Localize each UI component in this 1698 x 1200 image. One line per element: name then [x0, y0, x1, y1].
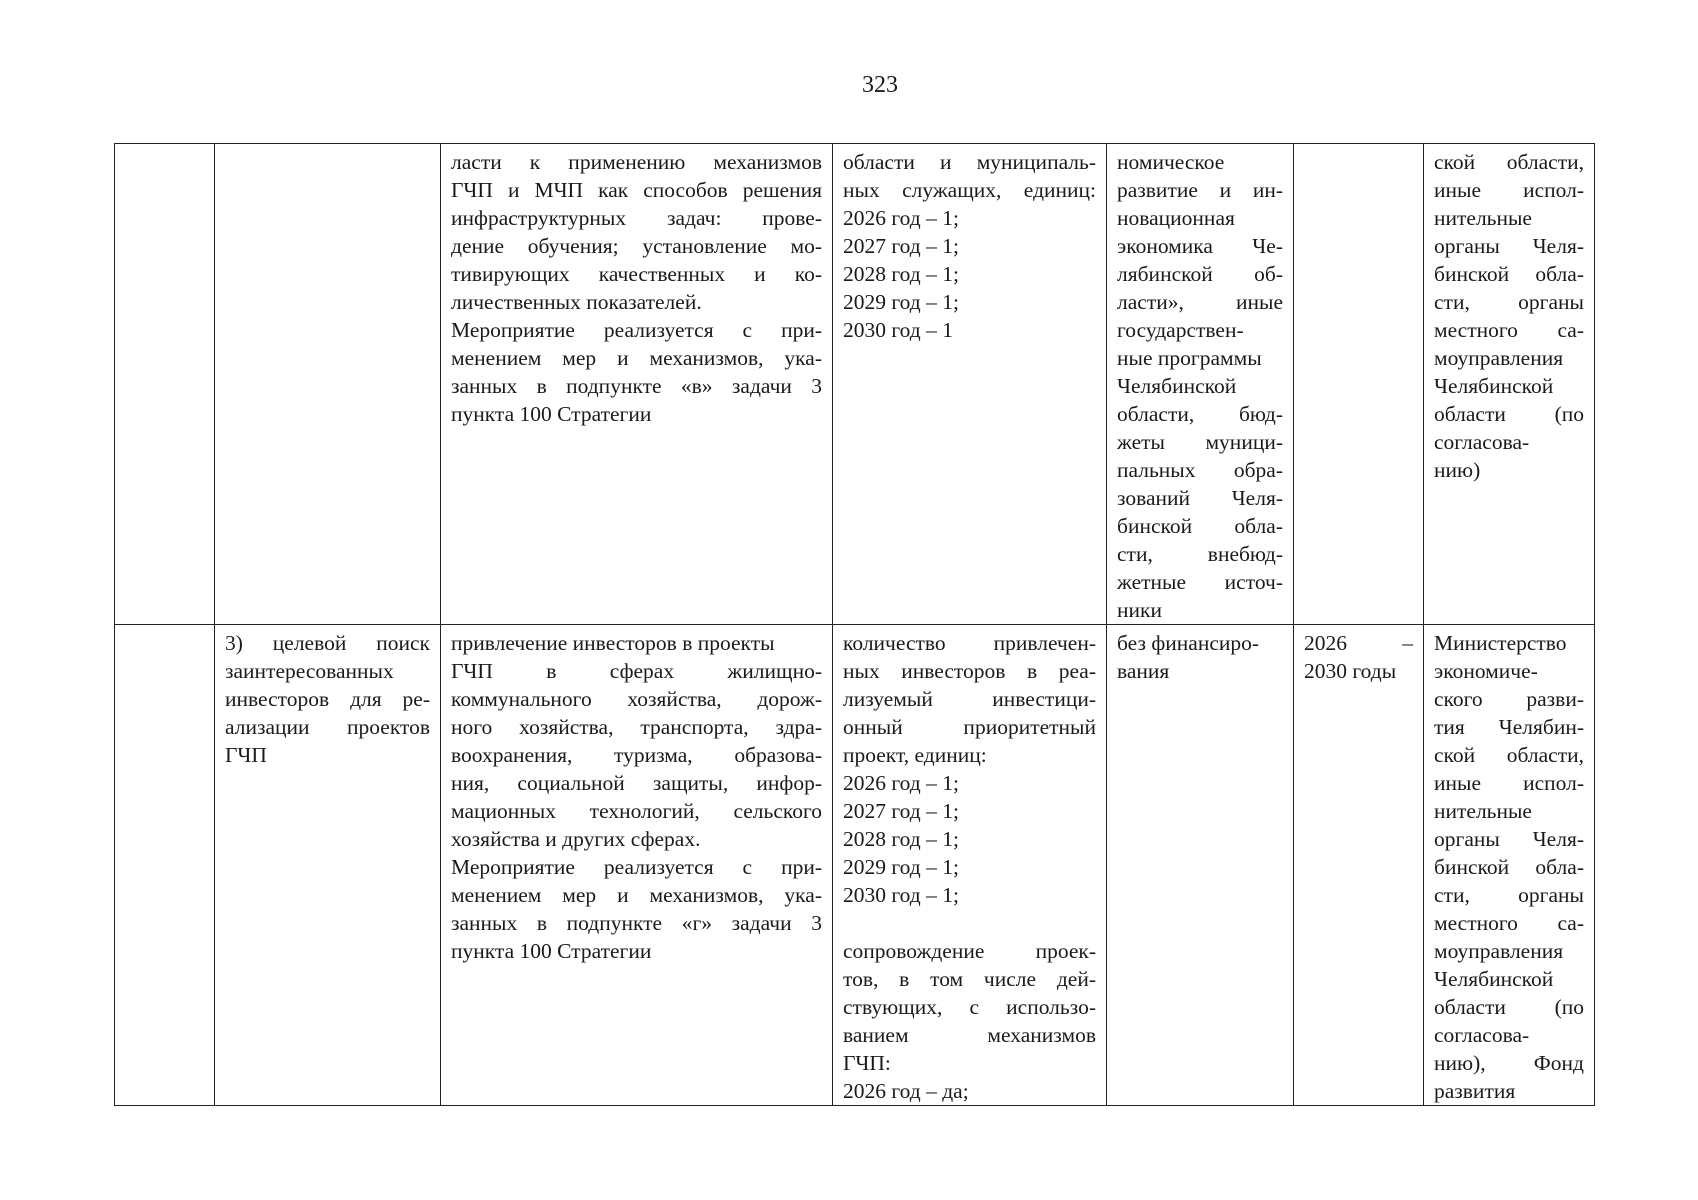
cell-text-line: Мероприятие реализуется с при- [451, 855, 822, 879]
cell-text-line: 2030 годы [1304, 659, 1397, 683]
cell-text-line: менением мер и механизмов, ука- [451, 346, 822, 370]
cell-text-line: инвесторов для ре- [225, 687, 430, 711]
cell-text-line: Мероприятие реализуется с при- [451, 318, 822, 342]
cell-text-line: 2030 год – 1; [843, 883, 959, 907]
cell-text-line: тивирующих качественных и ко- [451, 262, 822, 286]
cell-text-line: моуправления [1434, 346, 1564, 370]
table-row [115, 625, 1595, 1106]
cell-text-line: 2029 год – 1; [843, 290, 959, 314]
cell-text-line: нию) [1434, 458, 1481, 482]
cell-text-line: ники [1117, 598, 1162, 622]
cell-text-line: нительные [1434, 799, 1532, 823]
cell-text-line: мационных технологий, сельского [451, 799, 822, 823]
cell-text-line: жетные источ- [1117, 570, 1283, 594]
cell-text-line: вания [1117, 659, 1170, 683]
cell-responsible [1424, 144, 1595, 625]
cell-text-line: органы Челя- [1434, 234, 1584, 258]
cell-text-line: 2028 год – 1; [843, 827, 959, 851]
page-number: 323 [862, 72, 898, 98]
cell-text-line: ных служащих, единиц: [843, 178, 1096, 202]
cell-measure [441, 144, 833, 625]
cell-indicator [833, 625, 1107, 1106]
cell-text-line: ные программы [1117, 346, 1262, 370]
cell-text-line: государствен- [1117, 318, 1244, 342]
cell-text-line: менением мер и механизмов, ука- [451, 883, 822, 907]
cell-text-line: Челябинской [1434, 374, 1554, 398]
cell-text-line: бинской обла- [1434, 855, 1584, 879]
cell-text-line: личественных показателей. [451, 290, 702, 314]
cell-text-line: ласти», иные [1117, 290, 1283, 314]
cell-text-line: 2026 год – 1; [843, 771, 959, 795]
cell-text-line: ализации проектов [225, 715, 430, 739]
cell-text-line: ствующих, с использо- [843, 995, 1096, 1019]
cell-text-line: ного хозяйства, транспорта, здра- [451, 715, 822, 739]
cell-text-line: сопровождение проек- [843, 939, 1096, 963]
cell-text-line: местного са- [1434, 318, 1584, 342]
cell-responsible [1424, 625, 1595, 1106]
cell-text-line: местного са- [1434, 911, 1584, 935]
cell-text-line: сти, органы [1434, 290, 1584, 314]
cell-text-line: инфраструктурных задач: прове- [451, 206, 822, 230]
cell-text-line: дение обучения; установление мо- [451, 234, 822, 258]
cell-text-line: пункта 100 Стратегии [451, 402, 652, 426]
cell-text-line: 2026 год – 1; [843, 206, 959, 230]
cell-number [115, 144, 215, 625]
cell-text-line: экономика Че- [1117, 234, 1283, 258]
cell-text-line: 2029 год – 1; [843, 855, 959, 879]
cell-text-line: сти, органы [1434, 883, 1584, 907]
cell-text-line: ГЧП и МЧП как способов решения [451, 178, 822, 202]
cell-task [215, 625, 441, 1106]
cell-text-line: заинтересованных [225, 659, 394, 683]
cell-text-line: бинской обла- [1117, 514, 1283, 538]
cell-text-line: ской области, [1434, 150, 1584, 174]
cell-text-line: ГЧП [225, 743, 267, 767]
cell-text-line: 2030 год – 1 [843, 318, 953, 342]
cell-text-line: 2027 год – 1; [843, 234, 959, 258]
cell-text-line: органы Челя- [1434, 827, 1584, 851]
cell-text-line: моуправления [1434, 939, 1564, 963]
cell-text-line: занных в подпункте «в» задачи 3 [451, 374, 822, 398]
cell-text-line: области, бюд- [1117, 402, 1283, 426]
cell-text-line: 2027 год – 1; [843, 799, 959, 823]
cell-text-line: ния, социальной защиты, инфор- [451, 771, 822, 795]
cell-text-line: 2026 год – да; [843, 1079, 969, 1103]
table-row [115, 144, 1595, 625]
cell-text-line: области и муниципаль- [843, 150, 1096, 174]
cell-text-line: ных инвесторов в реа- [843, 659, 1096, 683]
cell-text-line: иные испол- [1434, 771, 1584, 795]
cell-text-line: ГЧП в сферах жилищно- [451, 659, 822, 683]
cell-text-line: области (по [1434, 995, 1584, 1019]
cell-text-line: бинской обла- [1434, 262, 1584, 286]
cell-text-line: нию), Фонд [1434, 1051, 1584, 1075]
cell-text-line: согласова- [1434, 1023, 1530, 1047]
cell-text-line: проект, единиц: [843, 743, 987, 767]
cell-text-line: ской области, [1434, 743, 1584, 767]
cell-text-line: номическое [1117, 150, 1225, 174]
cell-text-line: онный приоритетный [843, 715, 1096, 739]
cell-text-line: 2028 год – 1; [843, 262, 959, 286]
cell-text-line: зований Челя- [1117, 486, 1283, 510]
cell-text-line: ГЧП: [843, 1051, 891, 1075]
cell-financing [1107, 625, 1294, 1106]
cell-text-line: занных в подпункте «г» задачи 3 [451, 911, 822, 935]
cell-text-line: ванием механизмов [843, 1023, 1096, 1047]
cell-text-line: развитие и ин- [1117, 178, 1283, 202]
cell-task [215, 144, 441, 625]
cell-text-line: пальных обра- [1117, 458, 1283, 482]
cell-text-line: лябинской об- [1117, 262, 1283, 286]
cell-text-line [843, 909, 1096, 937]
cell-text-line: согласова- [1434, 430, 1530, 454]
cell-text-line: области (по [1434, 402, 1584, 426]
cell-text-line: пункта 100 Стратегии [451, 939, 652, 963]
cell-text-line: ского разви- [1434, 687, 1584, 711]
cell-text-line: ласти к применению механизмов [451, 150, 822, 174]
cell-text-line: новационная [1117, 206, 1235, 230]
cell-text-line: 3) целевой поиск [225, 631, 430, 655]
cell-period [1294, 625, 1424, 1106]
cell-text-line: экономиче- [1434, 659, 1538, 683]
cell-text-line: 2026 – [1304, 631, 1413, 655]
cell-text-line: воохранения, туризма, образова- [451, 743, 822, 767]
cell-text-line: Министерство [1434, 631, 1567, 655]
cell-text-line: лизуемый инвестици- [843, 687, 1096, 711]
cell-text-line: привлечение инвесторов в проекты [451, 631, 775, 655]
cell-period [1294, 144, 1424, 625]
cell-financing [1107, 144, 1294, 625]
cell-text-line: нительные [1434, 206, 1532, 230]
cell-text-line: тия Челябин- [1434, 715, 1584, 739]
cell-text-line: сти, внебюд- [1117, 542, 1283, 566]
cell-text-line: количество привлечен- [843, 631, 1096, 655]
cell-text-line: тов, в том числе дей- [843, 967, 1096, 991]
cell-text-line: Челябинской [1117, 374, 1237, 398]
measures-table [114, 143, 1595, 1106]
cell-text-line: хозяйства и других сферах. [451, 827, 701, 851]
cell-text-line: Челябинской [1434, 967, 1554, 991]
cell-text-line: жеты муници- [1117, 430, 1283, 454]
cell-text-line: коммунального хозяйства, дорож- [451, 687, 822, 711]
cell-indicator [833, 144, 1107, 625]
cell-text-line: иные испол- [1434, 178, 1584, 202]
cell-text-line: без финансиро- [1117, 631, 1260, 655]
cell-number [115, 625, 215, 1106]
cell-text-line: развития [1434, 1079, 1516, 1103]
cell-measure [441, 625, 833, 1106]
